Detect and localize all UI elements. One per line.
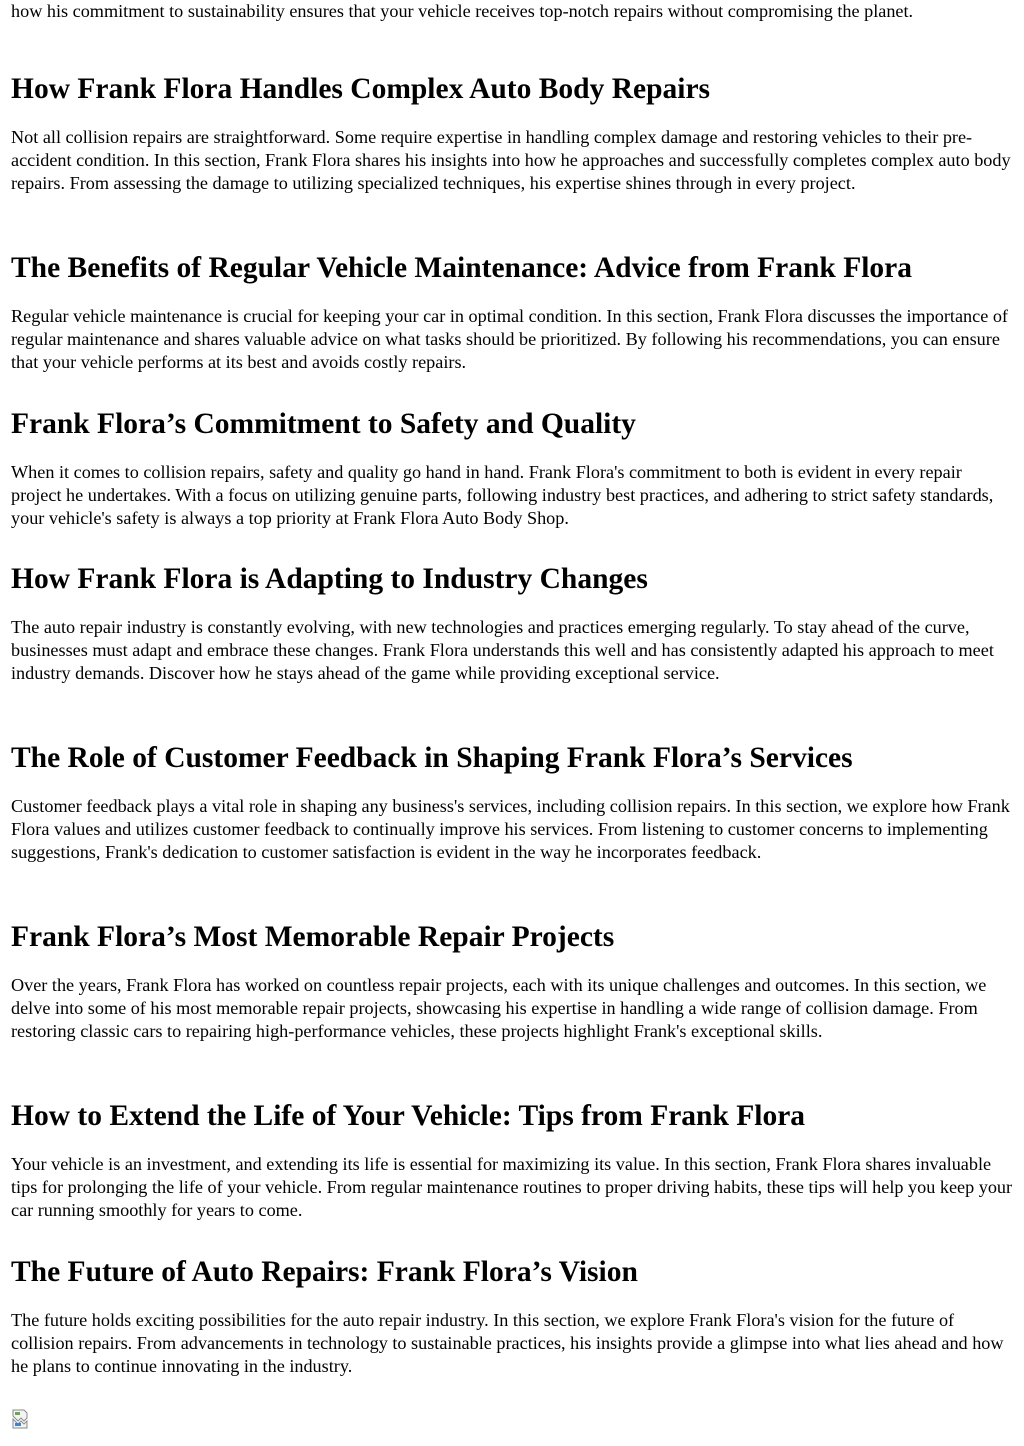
article-content: [11, 0, 1016, 1376]
section-memorable-projects: [11, 920, 1016, 1043]
section-heading: How to Extend the Life of Your Vehicle: Tips from Frank Flora: [11, 1100, 806, 1132]
section-heading: How Frank Flora Handles Complex Auto Body Repairs: [11, 73, 711, 105]
section-body: The auto repair industry is constantly evolving, with new technologies and practices emerging regularly. To stay ahead of the curve, businesses must adapt and embrace these changes. Frank Flora understands this well and has consistently adapted his approach to meet industry demands. Discover how he stays ahead of the game while providing exceptional service.: [11, 617, 994, 683]
section-body: The future holds exciting possibilities for the auto repair industry. In this section, we explore Frank Flora's vision for the future of collision repairs. From advancements in technology to sustainable practices, his insights provide a glimpse into what lies ahead and how he plans to continue innovating in the industry.: [11, 1310, 1004, 1376]
section-safety-quality: [11, 407, 1016, 530]
section-body: Over the years, Frank Flora has worked on countless repair projects, each with its unique challenges and outcomes. In this section, we delve into some of his most memorable repair projects, showcasing his expertise in handling a wide range of collision damage. From restoring classic cars to repairing high-performance vehicles, these projects highlight Frank's exceptional skills.: [11, 975, 987, 1041]
section-heading: How Frank Flora is Adapting to Industry Changes: [11, 563, 648, 595]
section-heading: The Benefits of Regular Vehicle Maintenance: Advice from Frank Flora: [11, 252, 913, 284]
section-heading: The Future of Auto Repairs: Frank Flora’s Vision: [11, 1256, 638, 1288]
section-customer-feedback: [11, 741, 1016, 864]
section-extend-vehicle-life: [11, 1099, 1016, 1222]
section-future-vision: [11, 1255, 1016, 1378]
section-body: Your vehicle is an investment, and extending its life is essential for maximizing its value. In this section, Frank Flora shares invaluable tips for prolonging the life of your vehicle. From regular maintenance routines to proper driving habits, these tips will help you keep your car running smoothly for years to come.: [11, 1154, 1013, 1220]
intro-paragraph: how his commitment to sustainability ensures that your vehicle receives top-notch repairs without compromising the planet.: [11, 1, 914, 21]
section-regular-maintenance: [11, 251, 1016, 374]
section-body: Not all collision repairs are straightforward. Some require expertise in handling complex damage and restoring vehicles to their pre-accident condition. In this section, Frank Flora shares his insights into how he approaches and successfully completes complex auto body repairs. From assessing the damage to utilizing specialized techniques, his expertise shines through in every project.: [11, 127, 1011, 193]
section-heading: Frank Flora’s Most Memorable Repair Projects: [11, 921, 615, 953]
section-heading: The Role of Customer Feedback in Shaping Frank Flora’s Services: [11, 742, 853, 774]
section-heading: Frank Flora’s Commitment to Safety and Quality: [11, 408, 636, 440]
section-body: Customer feedback plays a vital role in shaping any business's services, including collision repairs. In this section, we explore how Frank Flora values and utilizes customer feedback to continually improve his services. From listening to customer concerns to implementing suggestions, Frank's dedication to customer satisfaction is evident in the way he incorporates feedback.: [11, 796, 1010, 862]
section-body: Regular vehicle maintenance is crucial for keeping your car in optimal condition. In this section, Frank Flora discusses the importance of regular maintenance and shares valuable advice on what tasks should be prioritized. By following his recommendations, you can ensure that your vehicle performs at its best and avoids costly repairs.: [11, 306, 1008, 372]
broken-image-icon: [11, 1409, 31, 1429]
section-industry-changes: [11, 562, 1016, 685]
section-complex-repairs: [11, 72, 1016, 195]
section-body: When it comes to collision repairs, safety and quality go hand in hand. Frank Flora's commitment to both is evident in every repair project he undertakes. With a focus on utilizing genuine parts, following industry best practices, and adhering to strict safety standards, your vehicle's safety is always a top priority at Frank Flora Auto Body Shop.: [11, 462, 994, 528]
